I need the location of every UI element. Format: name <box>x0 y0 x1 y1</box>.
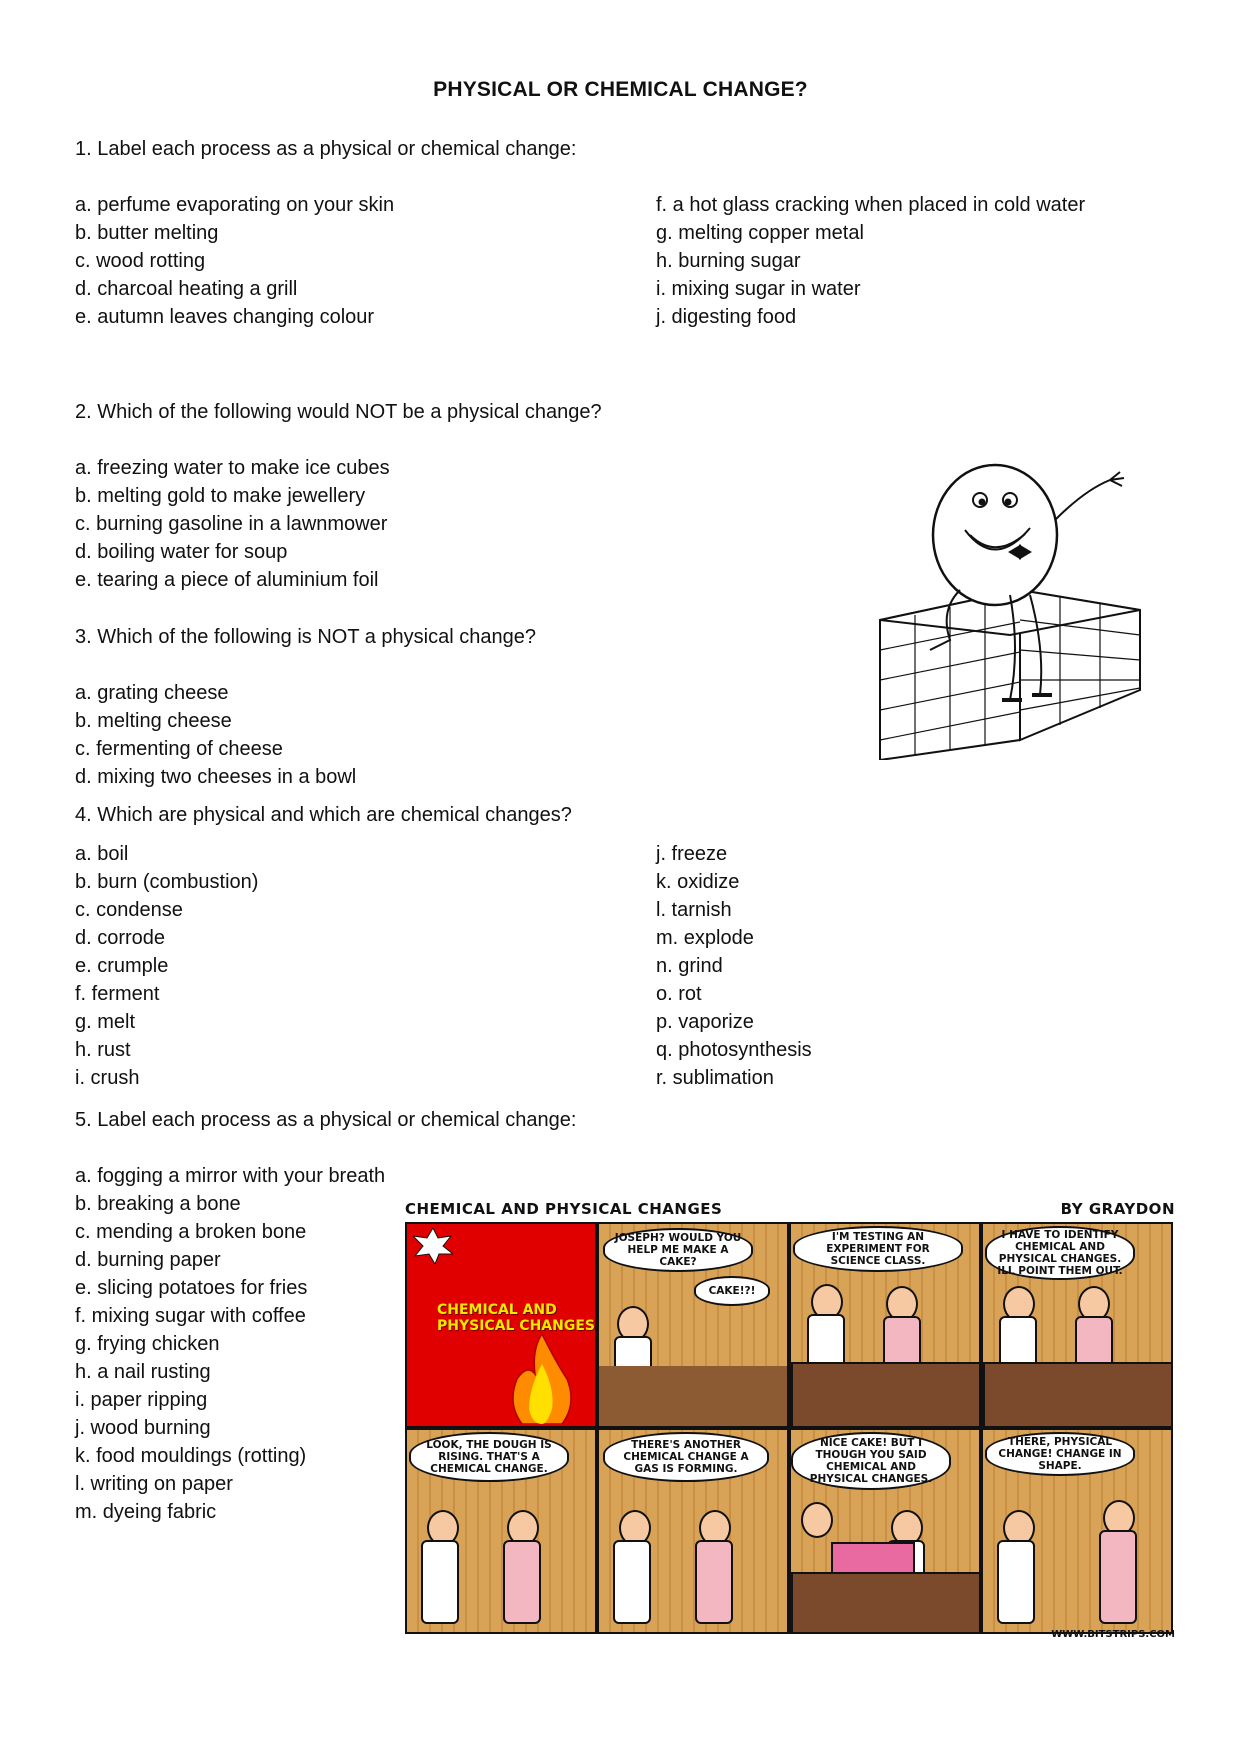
list-item: h. rust <box>75 1039 131 1061</box>
flame-icon <box>507 1334 577 1424</box>
list-item: f. ferment <box>75 983 160 1005</box>
question-5-prompt: 5. Label each process as a physical or chemical change: <box>75 1109 577 1131</box>
comic-panel-2 <box>597 1222 789 1428</box>
character-body <box>695 1540 733 1624</box>
list-item: q. photosynthesis <box>656 1039 812 1061</box>
list-item: m. explode <box>656 927 754 949</box>
comic-title: CHEMICAL AND PHYSICAL CHANGES <box>405 1200 723 1218</box>
question-4-right-list <box>656 840 812 1092</box>
question-4-prompt: 4. Which are physical and which are chemical changes? <box>75 804 572 826</box>
character-body <box>1099 1530 1137 1624</box>
list-item: b. melting cheese <box>75 710 232 732</box>
list-item: o. rot <box>656 983 702 1005</box>
speech-bubble: CAKE!?! <box>694 1276 770 1306</box>
comic-author: BY GRAYDON <box>1060 1200 1175 1218</box>
list-item: i. paper ripping <box>75 1389 208 1411</box>
question-1-right-list <box>656 191 1085 331</box>
list-item: b. burn (combustion) <box>75 871 259 893</box>
table <box>791 1572 981 1634</box>
counter <box>983 1362 1173 1428</box>
list-item: e. autumn leaves changing colour <box>75 306 375 328</box>
list-item: d. burning paper <box>75 1249 221 1271</box>
character-body <box>421 1540 459 1624</box>
speech-bubble: THERE'S ANOTHER CHEMICAL CHANGE A GAS IS FORMING. <box>603 1432 769 1482</box>
list-item: g. melt <box>75 1011 136 1033</box>
list-item: f. mixing sugar with coffee <box>75 1305 306 1327</box>
list-item: k. food mouldings (rotting) <box>75 1445 307 1467</box>
list-item: i. mixing sugar in water <box>656 278 861 300</box>
question-5-list <box>75 1162 385 1526</box>
question-1-prompt: 1. Label each process as a physical or chemical change: <box>75 138 577 160</box>
comic-panel-5 <box>405 1428 597 1634</box>
list-item: i. crush <box>75 1067 140 1089</box>
list-item: l. tarnish <box>656 899 732 921</box>
list-item: j. freeze <box>656 843 728 865</box>
speech-bubble: NICE CAKE! BUT I THOUGH YOU SAID CHEMICAL AND PHYSICAL CHANGES. <box>791 1432 951 1490</box>
list-item: c. condense <box>75 899 183 921</box>
list-item: n. grind <box>656 955 723 977</box>
list-item: e. slicing potatoes for fries <box>75 1277 308 1299</box>
comic-panel-8 <box>981 1428 1173 1634</box>
list-item: a. perfume evaporating on your skin <box>75 194 395 216</box>
character-body <box>503 1540 541 1624</box>
question-3-list <box>75 679 356 791</box>
list-item: h. a nail rusting <box>75 1361 211 1383</box>
list-item: j. digesting food <box>656 306 797 328</box>
list-item: c. mending a broken bone <box>75 1221 307 1243</box>
list-item: g. frying chicken <box>75 1333 220 1355</box>
list-item: b. butter melting <box>75 222 219 244</box>
list-item: b. breaking a bone <box>75 1193 241 1215</box>
humpty-dumpty-illustration <box>870 460 1150 760</box>
character-head <box>801 1502 833 1538</box>
list-item: h. burning sugar <box>656 250 801 272</box>
speech-bubble: THERE, PHYSICAL CHANGE! CHANGE IN SHAPE. <box>985 1432 1135 1476</box>
comic-credit: WWW.BITSTRIPS.COM <box>1051 1629 1175 1640</box>
list-item: e. tearing a piece of aluminium foil <box>75 569 379 591</box>
character-body <box>613 1540 651 1624</box>
list-item: p. vaporize <box>656 1011 754 1033</box>
list-item: f. a hot glass cracking when placed in cold water <box>656 194 1086 216</box>
list-item: l. writing on paper <box>75 1473 233 1495</box>
question-4-left-list <box>75 840 258 1092</box>
character-body <box>997 1540 1035 1624</box>
list-item: m. dyeing fabric <box>75 1501 217 1523</box>
list-item: a. freezing water to make ice cubes <box>75 457 390 479</box>
list-item: d. mixing two cheeses in a bowl <box>75 766 357 788</box>
list-item: d. boiling water for soup <box>75 541 288 563</box>
list-item: k. oxidize <box>656 871 740 893</box>
panel-1-caption: CHEMICAL AND PHYSICAL CHANGES <box>437 1302 595 1334</box>
list-item: g. melting copper metal <box>656 222 864 244</box>
list-item: a. boil <box>75 843 129 865</box>
comic-panel-1 <box>405 1222 597 1428</box>
list-item: c. fermenting of cheese <box>75 738 283 760</box>
speech-bubble: I HAVE TO IDENTIFY CHEMICAL AND PHYSICAL CHANGES. ILL POINT THEM OUT. <box>985 1226 1135 1280</box>
speech-bubble: LOOK, THE DOUGH IS RISING. THAT'S A CHEMICAL CHANGE. <box>409 1432 569 1482</box>
comic-panel-3 <box>789 1222 981 1428</box>
question-2-list <box>75 454 390 594</box>
cake <box>831 1542 915 1576</box>
comic-panel-4 <box>981 1222 1173 1428</box>
explosion-icon <box>413 1228 453 1264</box>
page-title: PHYSICAL OR CHEMICAL CHANGE? <box>433 78 808 101</box>
list-item: c. wood rotting <box>75 250 206 272</box>
list-item: e. crumple <box>75 955 169 977</box>
list-item: a. fogging a mirror with your breath <box>75 1165 386 1187</box>
list-item: d. corrode <box>75 927 166 949</box>
speech-bubble: I'M TESTING AN EXPERIMENT FOR SCIENCE CLASS. <box>793 1226 963 1272</box>
comic-strip <box>405 1200 1175 1640</box>
question-1-left-list <box>75 191 394 331</box>
list-item: a. grating cheese <box>75 682 229 704</box>
question-3-prompt: 3. Which of the following is NOT a physical change? <box>75 626 536 648</box>
list-item: d. charcoal heating a grill <box>75 278 298 300</box>
speech-bubble: JOSEPH? WOULD YOU HELP ME MAKE A CAKE? <box>603 1228 753 1272</box>
comic-panel-7 <box>789 1428 981 1634</box>
list-item: c. burning gasoline in a lawnmower <box>75 513 388 535</box>
list-item: r. sublimation <box>656 1067 774 1089</box>
comic-panel-6 <box>597 1428 789 1634</box>
question-2-prompt: 2. Which of the following would NOT be a physical change? <box>75 401 602 423</box>
counter <box>791 1362 981 1428</box>
list-item: j. wood burning <box>75 1417 211 1439</box>
list-item: b. melting gold to make jewellery <box>75 485 366 507</box>
